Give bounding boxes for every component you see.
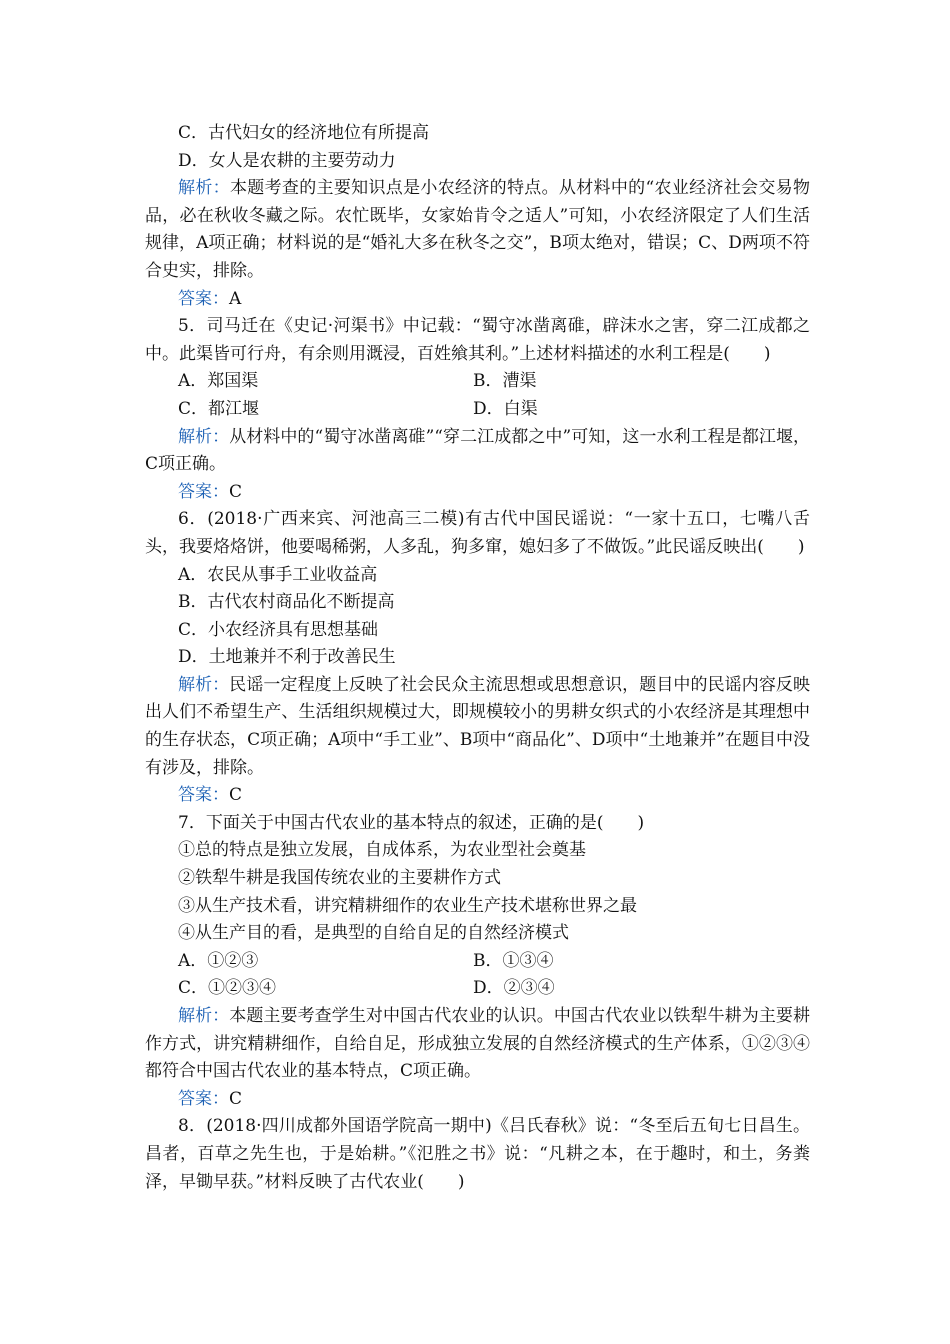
q5-option-b: B．漕渠 (473, 371, 537, 392)
q7-option-b: B．①③④ (473, 950, 554, 971)
q7-stem: 7．下面关于中国古代农业的基本特点的叙述，正确的是( ) (178, 812, 645, 833)
q7-option-c: C．①②③④ (178, 978, 277, 999)
q7-option-d: D．②③④ (473, 978, 555, 999)
analysis-label: 解析： (178, 1006, 230, 1026)
answer-value: C (229, 1088, 243, 1109)
analysis-text: 本题主要考查学生对中国古代农业的认识。中国古代农业以铁犁牛耕为主要耕作方式，讲究精耕细作，自给自足，形成独立发展的自然经济模式的生产体系，①②③④都符合中国古代农业的基本特点，C项正确。 (145, 1006, 810, 1082)
q7-item-1: ①总的特点是独立发展，自成体系，为农业型社会奠基 (178, 840, 586, 861)
q5-options-row-2 (145, 396, 810, 424)
q4-analysis (145, 175, 810, 285)
answer-value: A (229, 288, 242, 309)
analysis-text: 本题考查的主要知识点是小农经济的特点。从材料中的“农业经济社会交易物品，必在秋收冬藏之际。农忙既毕，女家始肯令之适人”可知，小农经济限定了人们生活规律，A项正确；材料说的是“婚礼大多在秋冬之交”，B项太绝对，错误；C、D两项不符合史实，排除。 (145, 178, 810, 281)
q4-answer (145, 286, 810, 314)
analysis-text: 从材料中的“蜀守冰凿离碓”“穿二江成都之中”可知，这一水利工程是都江堰，C项正确。 (145, 426, 811, 475)
q7-answer (145, 1086, 810, 1114)
analysis-label: 解析： (178, 426, 230, 447)
answer-label: 答案： (178, 785, 229, 806)
q5-stem: 5．司马迁在《史记·河渠书》中记载：“蜀守冰凿离碓，辟沫水之害，穿二江成都之中。此渠皆可行舟，有余则用溉浸，百姓飨其利。”上述材料描述的水利工程是( ) (145, 316, 810, 364)
answer-value: C (229, 785, 243, 806)
q6-stem: 6．(2018·广西来宾、河池高三二模)有古代中国民谣说：“一家十五口，七嘴八舌头，我要烙烙饼，他要喝稀粥，人多乱，狗多窜，媳妇多了不做饭。”此民谣反映出( ) (145, 509, 810, 557)
q6-option-a: A．农民从事手工业收益高 (178, 564, 378, 585)
q7-option-a: A．①②③ (178, 950, 259, 971)
q6-answer (145, 782, 810, 810)
q7-item-4: ④从生产目的看，是典型的自给自足的自然经济模式 (178, 923, 569, 944)
analysis-label: 解析： (178, 674, 230, 695)
q5-options-row-1 (145, 368, 810, 396)
answer-value: C (229, 481, 243, 502)
q5-option-c: C．都江堰 (178, 398, 260, 419)
q6-option-b: B．古代农村商品化不断提高 (178, 592, 395, 613)
q5-option-d: D．白渠 (473, 398, 538, 419)
page-content (145, 120, 810, 1196)
q7-options-row-2 (145, 975, 810, 1003)
q5-answer (145, 479, 810, 507)
q8-stem: 8．(2018·四川成都外国语学院高一期中)《吕氏春秋》说：“冬至后五旬七日昌生。昌者，百草之先生也，于是始耕。”《氾胜之书》说：“凡耕之本，在于趣时，和土，务粪泽，早锄早获。”材料反映了古代农业( ) (145, 1116, 810, 1192)
answer-label: 答案： (178, 481, 229, 502)
q6-analysis (145, 672, 810, 782)
q4-option-c: C．古代妇女的经济地位有所提高 (178, 123, 430, 143)
q6-option-c: C．小农经济具有思想基础 (178, 619, 379, 640)
q7-item-3: ③从生产技术看，讲究精耕细作的农业生产技术堪称世界之最 (178, 895, 637, 916)
analysis-label: 解析： (178, 178, 230, 199)
analysis-text: 民谣一定程度上反映了社会民众主流思想或思想意识，题目中的民谣内容反映出人们不希望生产、生活组织规模过大，即规模较小的男耕女织式的小农经济是其理想中的生存状态，C项正确；A项中“手工业”、B项中“商品化”、D项中“土地兼并”在题目中没有涉及，排除。 (145, 674, 810, 778)
q4-option-d: D．女人是农耕的主要劳动力 (178, 150, 396, 171)
q7-options-row-1 (145, 948, 810, 976)
q6-option-d: D．土地兼并不利于改善民生 (178, 647, 396, 668)
q7-analysis (145, 1003, 810, 1086)
q7-item-2: ②铁犁牛耕是我国传统农业的主要耕作方式 (178, 868, 501, 889)
answer-label: 答案： (178, 288, 229, 309)
answer-label: 答案： (178, 1088, 229, 1109)
q5-option-a: A．郑国渠 (178, 371, 259, 392)
q5-analysis (145, 424, 810, 479)
